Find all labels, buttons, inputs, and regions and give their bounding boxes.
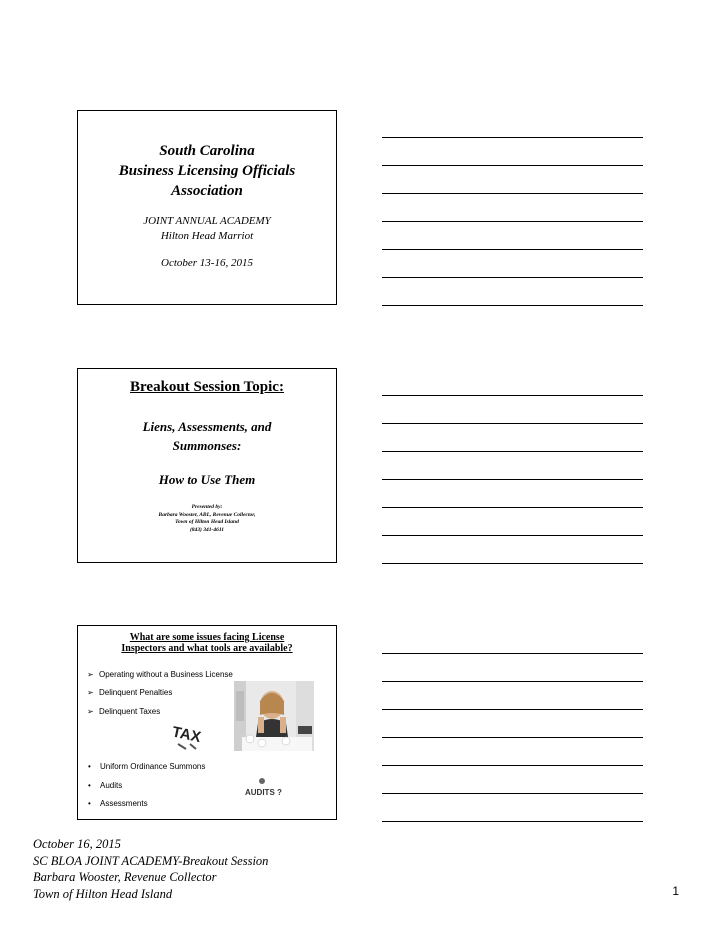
title-line: Business Licensing Officials — [118, 163, 296, 179]
list-item-text: Operating without a Business License — [99, 670, 233, 679]
presenter-line: Presented by: — [191, 504, 223, 510]
note-line — [382, 681, 643, 682]
footer — [33, 836, 268, 902]
note-line — [382, 793, 643, 794]
list-item-text: Delinquent Taxes — [99, 707, 161, 716]
list-item-text: Uniform Ordinance Summons — [100, 762, 206, 771]
title-line: Association — [171, 183, 243, 199]
presenter-line: (843) 341-4611 — [189, 526, 225, 533]
footer-line: SC BLOA JOINT ACADEMY-Breakout Session — [33, 853, 269, 868]
note-line — [382, 737, 643, 738]
arrow-bullet-icon: ➢ — [87, 707, 94, 716]
footer-line: October 16, 2015 — [33, 837, 121, 851]
event-name: JOINT ANNUAL ACADEMY — [143, 215, 271, 227]
list-item — [87, 688, 172, 697]
note-line — [382, 535, 643, 536]
note-line — [382, 479, 643, 480]
arrow-bullet-icon: ➢ — [87, 670, 94, 679]
presenter-line: Barbara Wooster, ABL, Revenue Collector, — [158, 511, 256, 518]
bullet-icon: • — [88, 762, 91, 771]
slide-3-title — [78, 632, 336, 654]
tax-graphic — [170, 720, 210, 750]
presenter-info — [78, 504, 336, 534]
list-item-text: Delinquent Penalties — [99, 688, 173, 697]
note-line — [382, 507, 643, 508]
slide-1-title — [78, 141, 336, 201]
arrow-bullet-icon: ➢ — [87, 688, 94, 697]
event-dates: October 13-16, 2015 — [161, 257, 253, 269]
note-line — [382, 653, 643, 654]
presenter-line: Town of Hilton Head Island — [175, 519, 239, 525]
title-line: South Carolina — [159, 143, 255, 159]
footer-line: Town of Hilton Head Island — [33, 886, 173, 901]
note-line — [382, 709, 643, 710]
note-line — [382, 165, 643, 166]
note-line — [382, 249, 643, 250]
slide-2 — [77, 368, 337, 563]
session-subtitle: How to Use Them — [158, 472, 256, 487]
list-item — [88, 781, 122, 790]
list-item — [87, 707, 160, 716]
slide-3 — [77, 625, 337, 820]
list-item — [87, 670, 233, 679]
event-info — [78, 214, 336, 244]
session-topic — [78, 417, 336, 455]
bullet-icon: • — [88, 799, 91, 808]
note-line — [382, 563, 643, 564]
note-line — [382, 137, 643, 138]
list-item-text: Assessments — [100, 799, 148, 808]
note-line — [382, 423, 643, 424]
title-line: What are some issues facing License — [129, 632, 285, 643]
svg-text:AUDITS ?: AUDITS ? — [245, 788, 282, 797]
topic-line: Summonses: — [172, 438, 242, 453]
slide-2-title: Breakout Session Topic: — [130, 379, 284, 395]
bullet-icon: • — [88, 781, 91, 790]
list-item-text: Audits — [100, 781, 123, 790]
title-line: Inspectors and what tools are available? — [121, 643, 293, 654]
note-line — [382, 821, 643, 822]
slide-1 — [77, 110, 337, 305]
note-line — [382, 765, 643, 766]
page-number: 1 — [672, 884, 679, 898]
note-line — [382, 395, 643, 396]
note-line — [382, 305, 643, 306]
stressed-person-photo — [234, 681, 314, 751]
list-item — [88, 762, 205, 771]
list-item — [88, 799, 148, 808]
note-line — [382, 451, 643, 452]
note-line — [382, 277, 643, 278]
footer-line: Barbara Wooster, Revenue Collector — [33, 870, 217, 884]
event-location: Hilton Head Marriot — [160, 230, 254, 242]
audits-graphic — [245, 776, 285, 800]
topic-line: Liens, Assessments, and — [142, 419, 272, 434]
svg-text:TAX: TAX — [170, 723, 203, 747]
note-line — [382, 221, 643, 222]
note-line — [382, 193, 643, 194]
